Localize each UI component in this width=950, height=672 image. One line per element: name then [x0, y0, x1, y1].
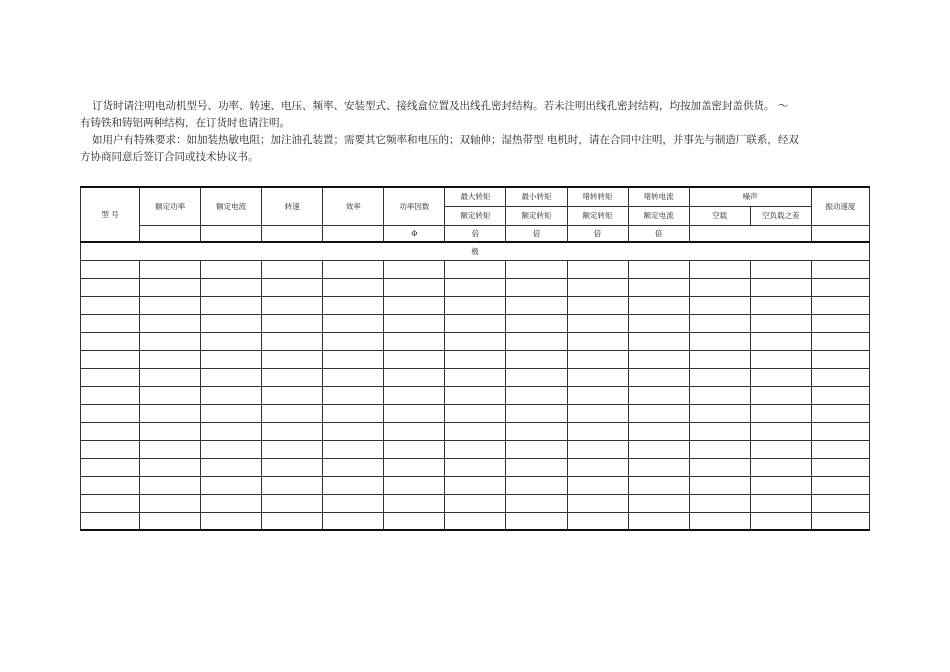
table-cell — [262, 350, 323, 368]
table-row — [81, 314, 870, 332]
table-cell — [567, 386, 628, 404]
table-cell — [323, 260, 384, 278]
table-cell — [201, 296, 262, 314]
note-line-4: 方协商同意后签订合同或技术协议书。 — [80, 151, 259, 163]
table-cell — [811, 512, 869, 530]
table-cell — [445, 278, 506, 296]
table-cell — [567, 440, 628, 458]
header-rated-torque-1: 额定转矩 — [445, 206, 506, 225]
table-cell — [567, 314, 628, 332]
table-cell — [81, 422, 140, 440]
table-row — [81, 422, 870, 440]
table-cell — [140, 458, 201, 476]
table-row — [81, 476, 870, 494]
table-cell — [811, 350, 869, 368]
unit-times-1: 倍 — [445, 225, 506, 242]
table-cell — [689, 512, 750, 530]
table-cell — [140, 386, 201, 404]
table-cell — [811, 440, 869, 458]
table-cell — [689, 332, 750, 350]
table-row — [81, 278, 870, 296]
table-cell — [201, 512, 262, 530]
unit-noise — [689, 225, 811, 242]
unit-phi: Φ — [384, 225, 445, 242]
table-cell — [628, 350, 689, 368]
table-cell — [506, 476, 567, 494]
table-cell — [506, 512, 567, 530]
table-cell — [628, 278, 689, 296]
table-cell — [506, 260, 567, 278]
table-cell — [140, 512, 201, 530]
table-cell — [81, 314, 140, 332]
table-cell — [628, 332, 689, 350]
table-cell — [506, 278, 567, 296]
header-rated-current-sub: 额定电流 — [628, 206, 689, 225]
header-load-diff: 空负载之差 — [750, 206, 811, 225]
table-cell — [567, 332, 628, 350]
table-cell — [81, 296, 140, 314]
table-cell — [140, 332, 201, 350]
table-cell — [323, 386, 384, 404]
table-cell — [384, 278, 445, 296]
table-cell — [567, 422, 628, 440]
table-cell — [262, 404, 323, 422]
table-cell — [323, 476, 384, 494]
table-cell — [811, 386, 869, 404]
table-cell — [323, 422, 384, 440]
note-line-1: 订货时请注明电动机型号、功率、转速、电压、频率、安装型式、接线盒位置及出线孔密封结构。若未注明出线孔密封结构，均按加盖密封盖供货。 ～ — [92, 100, 789, 112]
table-cell — [567, 512, 628, 530]
unit-rated-power — [140, 225, 201, 242]
table-cell — [689, 278, 750, 296]
header-no-load: 空载 — [689, 206, 750, 225]
table-cell — [811, 314, 869, 332]
table-cell — [262, 440, 323, 458]
table-cell — [201, 314, 262, 332]
table-cell — [567, 296, 628, 314]
table-cell — [445, 494, 506, 512]
table-cell — [567, 350, 628, 368]
table-cell — [384, 260, 445, 278]
table-cell — [201, 458, 262, 476]
table-cell — [811, 278, 869, 296]
section-row — [81, 242, 870, 260]
table-cell — [140, 278, 201, 296]
table-cell — [81, 386, 140, 404]
table-cell — [750, 386, 811, 404]
table-cell — [323, 512, 384, 530]
table-row — [81, 260, 870, 278]
order-notes — [80, 98, 880, 166]
header-max-torque: 最大转矩 — [445, 187, 506, 206]
header-row-units — [81, 225, 870, 242]
table-cell — [689, 494, 750, 512]
header-locked-torque: 堵转转矩 — [567, 187, 628, 206]
table-cell — [445, 260, 506, 278]
table-cell — [811, 458, 869, 476]
unit-efficiency — [323, 225, 384, 242]
table-cell — [384, 422, 445, 440]
table-cell — [201, 386, 262, 404]
table-cell — [750, 368, 811, 386]
table-cell — [140, 422, 201, 440]
table-cell — [750, 260, 811, 278]
table-cell — [506, 458, 567, 476]
table-cell — [201, 278, 262, 296]
table-cell — [140, 350, 201, 368]
table-cell — [262, 278, 323, 296]
table-cell — [628, 314, 689, 332]
table-cell — [628, 458, 689, 476]
table-cell — [323, 458, 384, 476]
table-cell — [445, 332, 506, 350]
table-cell — [445, 458, 506, 476]
table-row — [81, 368, 870, 386]
table-row — [81, 458, 870, 476]
header-model: 型 号 — [81, 187, 140, 242]
table-cell — [323, 332, 384, 350]
table-cell — [262, 296, 323, 314]
table-cell — [384, 512, 445, 530]
table-cell — [567, 278, 628, 296]
table-cell — [384, 494, 445, 512]
table-cell — [811, 332, 869, 350]
table-cell — [506, 332, 567, 350]
table-cell — [323, 404, 384, 422]
table-row — [81, 494, 870, 512]
table-cell — [811, 404, 869, 422]
table-cell — [81, 368, 140, 386]
table-cell — [445, 368, 506, 386]
table-cell — [750, 494, 811, 512]
table-cell — [567, 458, 628, 476]
table-cell — [506, 296, 567, 314]
table-cell — [140, 494, 201, 512]
table-cell — [201, 260, 262, 278]
table-cell — [140, 476, 201, 494]
table-row — [81, 440, 870, 458]
table-cell — [628, 512, 689, 530]
table-cell — [81, 476, 140, 494]
table-cell — [140, 404, 201, 422]
table-cell — [384, 296, 445, 314]
table-cell — [81, 440, 140, 458]
header-rated-current: 额定电流 — [201, 187, 262, 225]
table-cell — [262, 422, 323, 440]
table-cell — [628, 260, 689, 278]
table-cell — [628, 476, 689, 494]
table-row — [81, 350, 870, 368]
table-cell — [567, 494, 628, 512]
table-cell — [201, 332, 262, 350]
unit-speed — [262, 225, 323, 242]
table-cell — [689, 476, 750, 494]
header-power-factor: 功率因数 — [384, 187, 445, 225]
table-cell — [262, 494, 323, 512]
table-row — [81, 332, 870, 350]
table-cell — [567, 260, 628, 278]
table-cell — [384, 350, 445, 368]
table-row — [81, 296, 870, 314]
table-cell — [262, 386, 323, 404]
table-cell — [262, 332, 323, 350]
table-cell — [506, 440, 567, 458]
table-cell — [323, 314, 384, 332]
table-cell — [628, 368, 689, 386]
table-cell — [811, 494, 869, 512]
table-cell — [750, 296, 811, 314]
table-cell — [506, 404, 567, 422]
table-cell — [81, 350, 140, 368]
unit-rated-current — [201, 225, 262, 242]
table-cell — [445, 512, 506, 530]
table-cell — [689, 260, 750, 278]
table-cell — [445, 350, 506, 368]
table-cell — [323, 440, 384, 458]
header-locked-current: 堵转电流 — [628, 187, 689, 206]
table-cell — [750, 350, 811, 368]
unit-vibration — [811, 225, 869, 242]
table-cell — [445, 422, 506, 440]
table-cell — [811, 296, 869, 314]
table-cell — [81, 494, 140, 512]
table-cell — [81, 458, 140, 476]
table-cell — [323, 368, 384, 386]
table-cell — [628, 440, 689, 458]
table-cell — [811, 260, 869, 278]
table-cell — [750, 278, 811, 296]
table-cell — [506, 386, 567, 404]
table-cell — [140, 440, 201, 458]
table-cell — [81, 404, 140, 422]
table-cell — [201, 494, 262, 512]
table-cell — [689, 350, 750, 368]
table-cell — [201, 404, 262, 422]
table-row — [81, 386, 870, 404]
table-cell — [201, 476, 262, 494]
table-cell — [628, 494, 689, 512]
table-cell — [750, 458, 811, 476]
table-cell — [140, 314, 201, 332]
table-cell — [445, 404, 506, 422]
header-rated-power: 额定功率 — [140, 187, 201, 225]
table-cell — [506, 422, 567, 440]
header-rated-torque-3: 额定转矩 — [567, 206, 628, 225]
table-cell — [384, 404, 445, 422]
header-row-1 — [81, 187, 870, 206]
table-cell — [506, 368, 567, 386]
table-cell — [750, 512, 811, 530]
table-cell — [262, 458, 323, 476]
table-cell — [384, 386, 445, 404]
table-cell — [384, 476, 445, 494]
table-cell — [323, 350, 384, 368]
header-speed: 转速 — [262, 187, 323, 225]
table-cell — [811, 422, 869, 440]
table-cell — [81, 260, 140, 278]
table-cell — [811, 476, 869, 494]
table-cell — [689, 296, 750, 314]
motor-spec-table — [80, 186, 870, 531]
table-cell — [750, 404, 811, 422]
table-cell — [201, 440, 262, 458]
note-line-2: 有铸铁和铸铝两种结构，在订货时也请注明。 — [80, 117, 290, 129]
section-label-poles: 极 — [81, 242, 870, 260]
table-cell — [567, 404, 628, 422]
unit-times-4: 倍 — [628, 225, 689, 242]
table-cell — [506, 350, 567, 368]
table-cell — [750, 476, 811, 494]
table-cell — [262, 368, 323, 386]
table-cell — [750, 314, 811, 332]
table-row — [81, 512, 870, 530]
table-cell — [506, 494, 567, 512]
table-cell — [323, 278, 384, 296]
note-line-3: 如用户有特殊要求：如加装热敏电阻；加注油孔装置；需要其它频率和电压的；双轴伸；湿热带型 电机时，请在合同中注明，并事先与制造厂联系，经双 — [92, 134, 799, 146]
table-cell — [689, 314, 750, 332]
table-cell — [81, 278, 140, 296]
table-cell — [323, 296, 384, 314]
table-cell — [689, 440, 750, 458]
table-cell — [201, 368, 262, 386]
table-cell — [567, 476, 628, 494]
table-cell — [445, 440, 506, 458]
table-cell — [262, 314, 323, 332]
table-cell — [140, 368, 201, 386]
table-cell — [445, 386, 506, 404]
table-cell — [201, 350, 262, 368]
table-cell — [323, 494, 384, 512]
table-cell — [384, 314, 445, 332]
table-cell — [384, 458, 445, 476]
table-cell — [384, 368, 445, 386]
table-cell — [140, 296, 201, 314]
header-vibration: 振动速度 — [811, 187, 869, 225]
table-cell — [262, 260, 323, 278]
table-cell — [445, 476, 506, 494]
table-cell — [81, 332, 140, 350]
header-rated-torque-2: 额定转矩 — [506, 206, 567, 225]
table-cell — [567, 368, 628, 386]
table-cell — [445, 314, 506, 332]
table-cell — [689, 404, 750, 422]
table-cell — [628, 386, 689, 404]
table-cell — [750, 422, 811, 440]
table-row — [81, 404, 870, 422]
table-cell — [628, 404, 689, 422]
table-cell — [201, 422, 262, 440]
table-cell — [689, 422, 750, 440]
table-cell — [628, 422, 689, 440]
table-cell — [628, 296, 689, 314]
table-cell — [750, 440, 811, 458]
table-cell — [81, 512, 140, 530]
header-efficiency: 效率 — [323, 187, 384, 225]
table-cell — [506, 314, 567, 332]
table-cell — [750, 332, 811, 350]
table-cell — [140, 260, 201, 278]
table-cell — [689, 458, 750, 476]
table-cell — [689, 368, 750, 386]
table-cell — [811, 368, 869, 386]
table-cell — [262, 512, 323, 530]
header-noise: 噪声 — [689, 187, 811, 206]
table-cell — [384, 440, 445, 458]
table-cell — [445, 296, 506, 314]
unit-times-2: 倍 — [506, 225, 567, 242]
table-cell — [689, 386, 750, 404]
table-cell — [262, 476, 323, 494]
header-min-torque: 最小转矩 — [506, 187, 567, 206]
unit-times-3: 倍 — [567, 225, 628, 242]
table-cell — [384, 332, 445, 350]
